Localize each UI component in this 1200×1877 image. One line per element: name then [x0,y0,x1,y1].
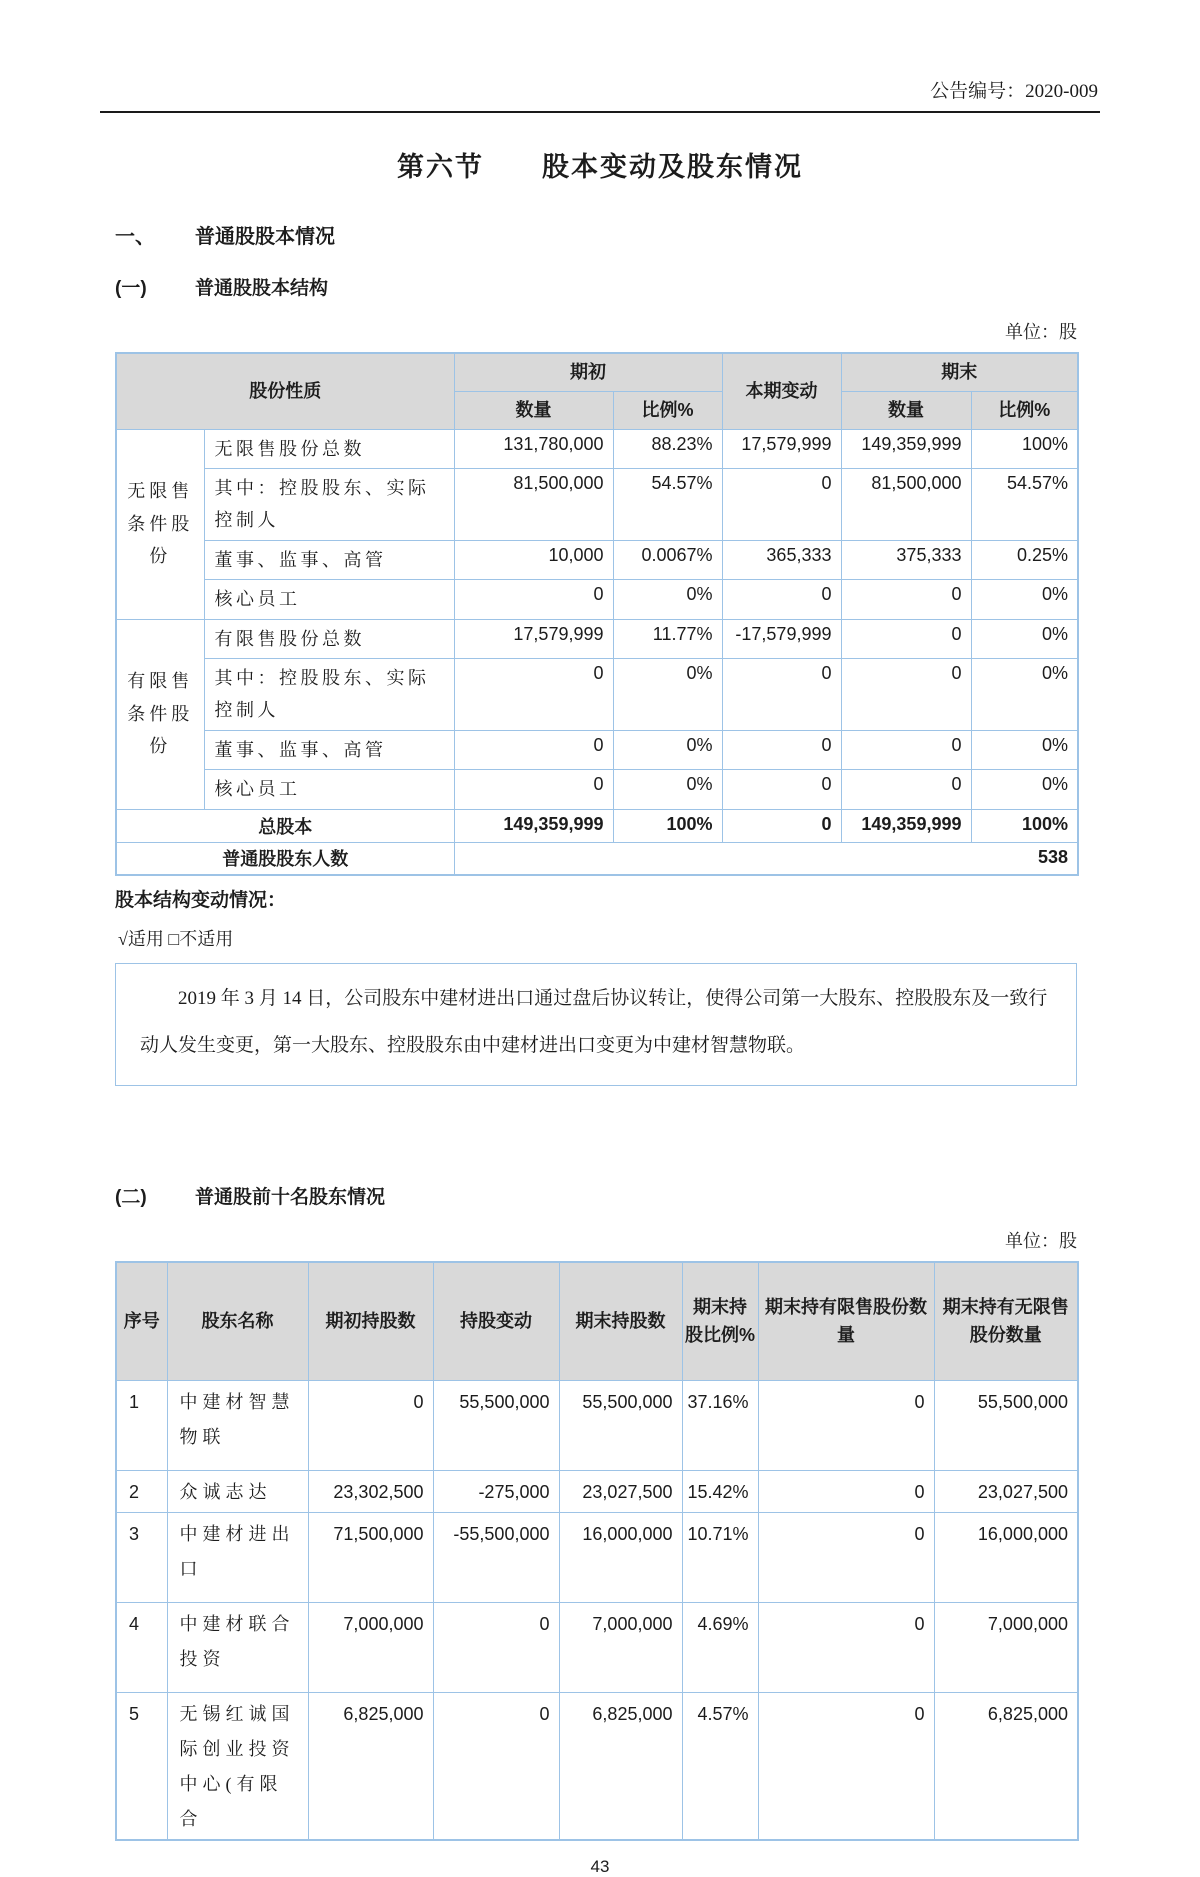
section-number: 一、 [115,226,155,248]
subsection-number: (一) [115,278,147,299]
cell: 0.0067% [613,540,722,579]
cell: 11.77% [613,619,722,658]
table-row [116,1692,1078,1840]
cell: 0 [454,658,613,730]
col-shareholder-name: 股东名称 [167,1262,308,1380]
cell: 董事、监事、高管 [204,540,454,579]
section-label: 普通股股本情况 [195,226,335,248]
unit-label: 单位：股 [1005,322,1077,342]
table-row [116,429,1078,468]
cell: 0 [841,730,971,769]
cell: 3 [116,1512,167,1602]
cell: 4.69% [682,1602,758,1692]
page-number: 43 [590,1857,610,1877]
cell: 无限售股份总数 [204,429,454,468]
cell: 0 [454,770,613,809]
table-row [116,658,1078,730]
cell: 149,359,999 [454,809,613,842]
cell: 0% [613,770,722,809]
col-end-unrestricted: 期末持有无限售股份数量 [934,1262,1078,1380]
col-end-pct: 期末持股比例% [682,1262,758,1380]
group-restricted: 有限售条件股份 [116,619,204,809]
cell: 0 [722,730,841,769]
cell: 0 [841,770,971,809]
cell: 0% [613,658,722,730]
cell: 10,000 [454,540,613,579]
cell: 55,500,000 [934,1380,1078,1470]
col-begin-qty: 数量 [454,391,613,429]
col-period-begin: 期初 [454,353,722,391]
col-end-restricted: 期末持有限售股份数量 [758,1262,934,1380]
holders-count-label: 普通股股东人数 [116,842,454,875]
cell: 0% [971,580,1078,619]
col-share-nature: 股份性质 [116,353,454,429]
subsection-label: 普通股前十名股东情况 [195,1187,386,1209]
cell: 0% [971,730,1078,769]
cell: 149,359,999 [841,429,971,468]
cell: 7,000,000 [559,1602,682,1692]
cell: 4 [116,1602,167,1692]
cell: 0 [758,1380,934,1470]
group-unrestricted: 无限售条件股份 [116,429,204,619]
cell: 10.71% [682,1512,758,1602]
applicability-selector: √适用 □不适用 [118,929,234,949]
table-row [116,619,1078,658]
cell: 100% [971,429,1078,468]
cell: 0% [971,770,1078,809]
cell: 23,027,500 [559,1470,682,1512]
cell: 0% [613,730,722,769]
shareholder-name: 众诚志达 [167,1470,308,1512]
cell: 0 [722,580,841,619]
cell: 0 [841,580,971,619]
cell: 7,000,000 [934,1602,1078,1692]
change-note-label: 股本结构变动情况： [115,890,287,911]
holders-count-row [116,842,1078,875]
cell: 董事、监事、高管 [204,730,454,769]
cell: 100% [613,809,722,842]
cell: 88.23% [613,429,722,468]
table-row [116,770,1078,809]
cell: 15.42% [682,1470,758,1512]
col-end-shares: 期末持股数 [559,1262,682,1380]
col-index: 序号 [116,1262,167,1380]
cell: 其中：控股股东、实际控制人 [204,658,454,730]
cell: 81,500,000 [841,468,971,540]
col-share-change: 持股变动 [433,1262,559,1380]
share-structure-table [115,352,1079,876]
cell: 核心员工 [204,580,454,619]
cell: 0 [758,1470,934,1512]
cell: 37.16% [682,1380,758,1470]
page-title: 第六节 股本变动及股东情况 [397,152,803,182]
col-end-pct: 比例% [971,391,1078,429]
cell: 81,500,000 [454,468,613,540]
table-row [116,580,1078,619]
subsection-label: 普通股股本结构 [195,278,329,299]
cell: 4.57% [682,1692,758,1840]
cell: 55,500,000 [433,1380,559,1470]
table-row [116,1602,1078,1692]
cell: 0 [758,1692,934,1840]
cell: 0% [971,619,1078,658]
cell: 0 [722,658,841,730]
cell: -275,000 [433,1470,559,1512]
cell: -55,500,000 [433,1512,559,1602]
cell: 7,000,000 [308,1602,433,1692]
table-row [116,468,1078,540]
cell: 16,000,000 [934,1512,1078,1602]
cell: 375,333 [841,540,971,579]
holders-count-value: 538 [454,842,1078,875]
shareholder-name: 中建材联合投资 [167,1602,308,1692]
table-header-row [116,1262,1078,1380]
cell: 23,302,500 [308,1470,433,1512]
total-label: 总股本 [116,809,454,842]
table-header-row [116,353,1078,391]
document-page [0,76,1200,1877]
cell: 其中：控股股东、实际控制人 [204,468,454,540]
col-period-end: 期末 [841,353,1078,391]
cell: 0 [433,1692,559,1840]
cell: 54.57% [971,468,1078,540]
notice-number: 公告编号：2020-009 [930,81,1098,102]
change-note-box [115,963,1077,1086]
shareholder-name: 中建材进出口 [167,1512,308,1602]
cell: 0 [758,1602,934,1692]
cell: 0 [308,1380,433,1470]
cell: 71,500,000 [308,1512,433,1602]
cell: 16,000,000 [559,1512,682,1602]
col-begin-pct: 比例% [613,391,722,429]
shareholder-name: 无锡红诚国际创业投资中心(有限合 [167,1692,308,1840]
table-row [116,1470,1078,1512]
cell: 149,359,999 [841,809,971,842]
cell: 有限售股份总数 [204,619,454,658]
unit-label: 单位：股 [1005,1231,1077,1252]
cell: 0 [722,809,841,842]
cell: 0 [454,730,613,769]
subsection-heading-2 [115,1182,1200,1209]
top-shareholders-table [115,1261,1079,1841]
cell: 0 [841,619,971,658]
change-note-text: 2019 年 3 月 14 日，公司股东中建材进出口通过盘后协议转让，使得公司第一大股东、控股股东及一致行动人发生变更，第一大股东、控股股东由中建材进出口变更为中建材智慧物联。 [140,988,1048,1056]
cell: 55,500,000 [559,1380,682,1470]
cell: 0 [454,580,613,619]
cell: 0 [722,770,841,809]
total-row [116,809,1078,842]
cell: 17,579,999 [722,429,841,468]
shareholder-name: 中建材智慧物联 [167,1380,308,1470]
header-rule [100,111,1100,113]
cell: 6,825,000 [934,1692,1078,1840]
cell: 0 [758,1512,934,1602]
col-period-change: 本期变动 [722,353,841,429]
cell: 6,825,000 [559,1692,682,1840]
subsection-heading-1a [115,273,1200,300]
section-heading-1 [115,220,1200,249]
cell: 0 [841,658,971,730]
cell: 0.25% [971,540,1078,579]
cell: 1 [116,1380,167,1470]
table-row [116,540,1078,579]
cell: 5 [116,1692,167,1840]
cell: 17,579,999 [454,619,613,658]
subsection-number: (二) [115,1187,147,1209]
cell: 0% [971,658,1078,730]
cell: 23,027,500 [934,1470,1078,1512]
cell: 6,825,000 [308,1692,433,1840]
cell: 核心员工 [204,770,454,809]
cell: -17,579,999 [722,619,841,658]
cell: 365,333 [722,540,841,579]
cell: 100% [971,809,1078,842]
cell: 0% [613,580,722,619]
col-end-qty: 数量 [841,391,971,429]
table-row [116,1512,1078,1602]
cell: 2 [116,1470,167,1512]
cell: 131,780,000 [454,429,613,468]
cell: 54.57% [613,468,722,540]
cell: 0 [722,468,841,540]
col-begin-shares: 期初持股数 [308,1262,433,1380]
cell: 0 [433,1602,559,1692]
table-row [116,730,1078,769]
table-row [116,1380,1078,1470]
